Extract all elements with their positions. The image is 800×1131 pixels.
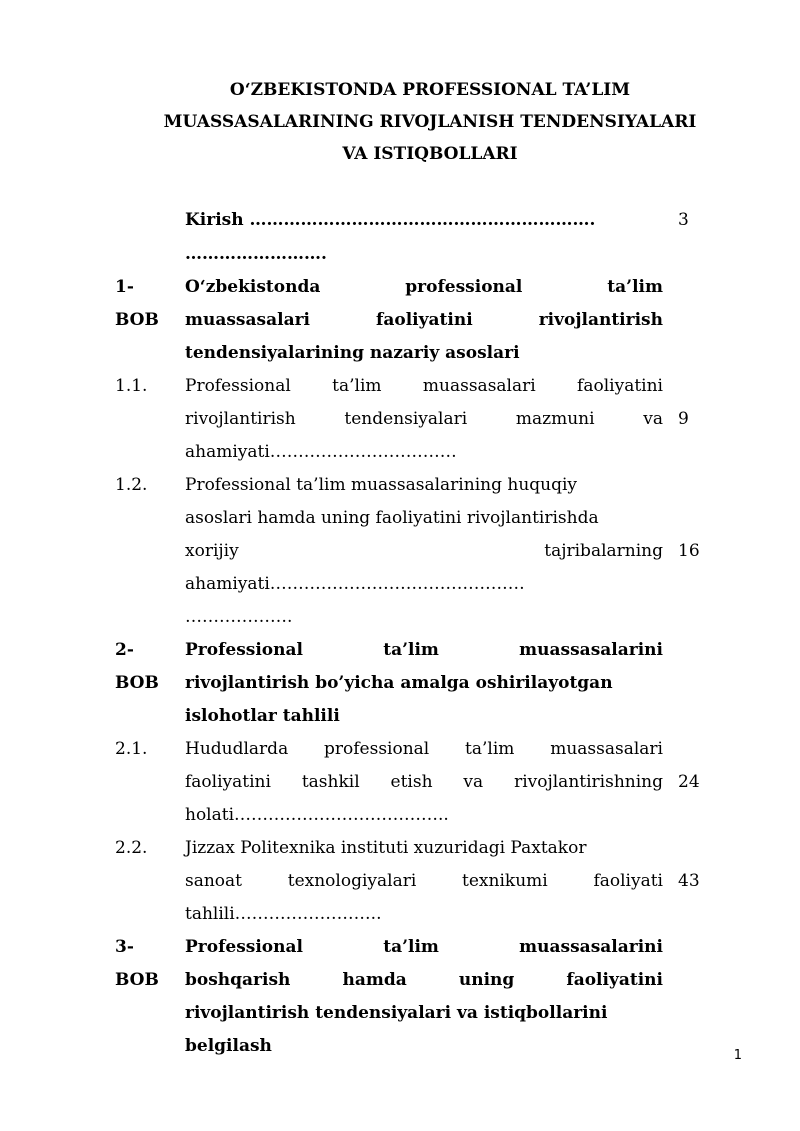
title-line: MUASSASALARINING RIVOJLANISH TENDENSIYALARI: [163, 112, 697, 132]
title-line: O‘ZBEKISTONDA PROFESSIONAL TA’LIM: [229, 80, 631, 100]
toc-line: Professional ta’lim muassasalarini: [185, 937, 663, 957]
toc-line: islohotlar tahlili: [185, 706, 340, 726]
toc-entry-title: [185, 931, 663, 1063]
toc-entry-section-2-2[interactable]: [115, 832, 715, 931]
toc-line: ahamiyati……………………………: [185, 442, 457, 462]
toc-line: rivojlantirish tendensiyalari va istiqbollarini: [185, 1003, 608, 1023]
page-number: 1: [733, 1048, 742, 1063]
toc-entry-title: [185, 634, 663, 733]
toc-line: O‘zbekistonda professional ta’lim: [185, 277, 663, 297]
toc-entry-number: 1.1.: [115, 376, 148, 396]
toc-entry-number: [115, 203, 185, 271]
toc-line: asoslari hamda uning faoliyatini rivojlantirishda: [185, 508, 599, 528]
toc-entry-section-1-2[interactable]: [115, 469, 715, 634]
toc-line: …………………….: [185, 244, 327, 264]
toc-line: muassasalari faoliyatini rivojlantirish: [185, 310, 663, 330]
toc-entry-title: [185, 203, 663, 271]
toc-line: Hududlarda professional ta’lim muassasalari: [185, 739, 663, 759]
toc-entry-number: 1.2.: [115, 475, 148, 495]
title-line: VA ISTIQBOLLARI: [342, 144, 518, 164]
toc-line: rivojlantirish bo’yicha amalga oshirilayotgan: [185, 673, 613, 693]
toc-line: tendensiyalarining nazariy asoslari: [185, 343, 520, 363]
toc-entry-title: [185, 370, 663, 469]
chapter-number: 2-: [115, 640, 134, 660]
toc-entry-number: 2.2.: [115, 838, 148, 858]
toc-line: Jizzax Politexnika instituti xuzuridagi Paxtakor: [185, 838, 587, 858]
toc-page-number: 3: [678, 210, 689, 230]
toc-page-number: 9: [678, 409, 689, 429]
toc-line: belgilash: [185, 1036, 272, 1056]
toc-line: rivojlantirish tendensiyalari mazmuni va: [185, 409, 663, 429]
toc-entry-kirish[interactable]: [115, 203, 715, 271]
toc-entry-title: [185, 469, 663, 634]
chapter-number: 1-: [115, 277, 134, 297]
toc-line: tahlili……………………..: [185, 904, 382, 924]
toc-line: sanoat texnologiyalari texnikumi faoliyati: [185, 871, 663, 891]
chapter-label: BOB: [115, 310, 159, 330]
toc-line: holati………………………………..: [185, 805, 449, 825]
toc-entry-chapter-2[interactable]: [115, 634, 715, 733]
toc-page-number: 43: [678, 871, 700, 891]
toc-line: Professional ta’lim muassasalarining huquqiy: [185, 475, 578, 495]
chapter-label: BOB: [115, 673, 159, 693]
chapter-label: BOB: [115, 970, 159, 990]
toc-entry-section-1-1[interactable]: [115, 370, 715, 469]
toc-entry-title: [185, 733, 663, 832]
toc-page-number: 16: [678, 541, 700, 561]
toc-entry-number: [115, 634, 185, 733]
toc-entry-title: [185, 271, 663, 370]
toc-entry-number: [115, 271, 185, 370]
toc-line: xorijiy tajribalarning: [185, 541, 663, 561]
toc-entry-number: 2.1.: [115, 739, 148, 759]
toc-line: ……………….: [185, 607, 293, 627]
toc-line: ahamiyati………………………………………: [185, 574, 525, 594]
toc-entry-chapter-1[interactable]: [115, 271, 715, 370]
toc-line: boshqarish hamda uning faoliyatini: [185, 970, 663, 990]
toc-page-number: 24: [678, 772, 700, 792]
toc-line: Kirish …………………………………………………….: [185, 210, 596, 230]
toc-entry-title: [185, 832, 663, 931]
toc-line: Professional ta’lim muassasalarini: [185, 640, 663, 660]
document-title: [110, 74, 750, 170]
chapter-number: 3-: [115, 937, 134, 957]
table-of-contents: [115, 203, 715, 1063]
toc-entry-chapter-3[interactable]: [115, 931, 715, 1063]
toc-entry-section-2-1[interactable]: [115, 733, 715, 832]
toc-line: Professional ta’lim muassasalari faoliyatini: [185, 376, 663, 396]
toc-entry-number: [115, 931, 185, 1063]
toc-line: faoliyatini tashkil etish va rivojlantirishning: [185, 772, 663, 792]
